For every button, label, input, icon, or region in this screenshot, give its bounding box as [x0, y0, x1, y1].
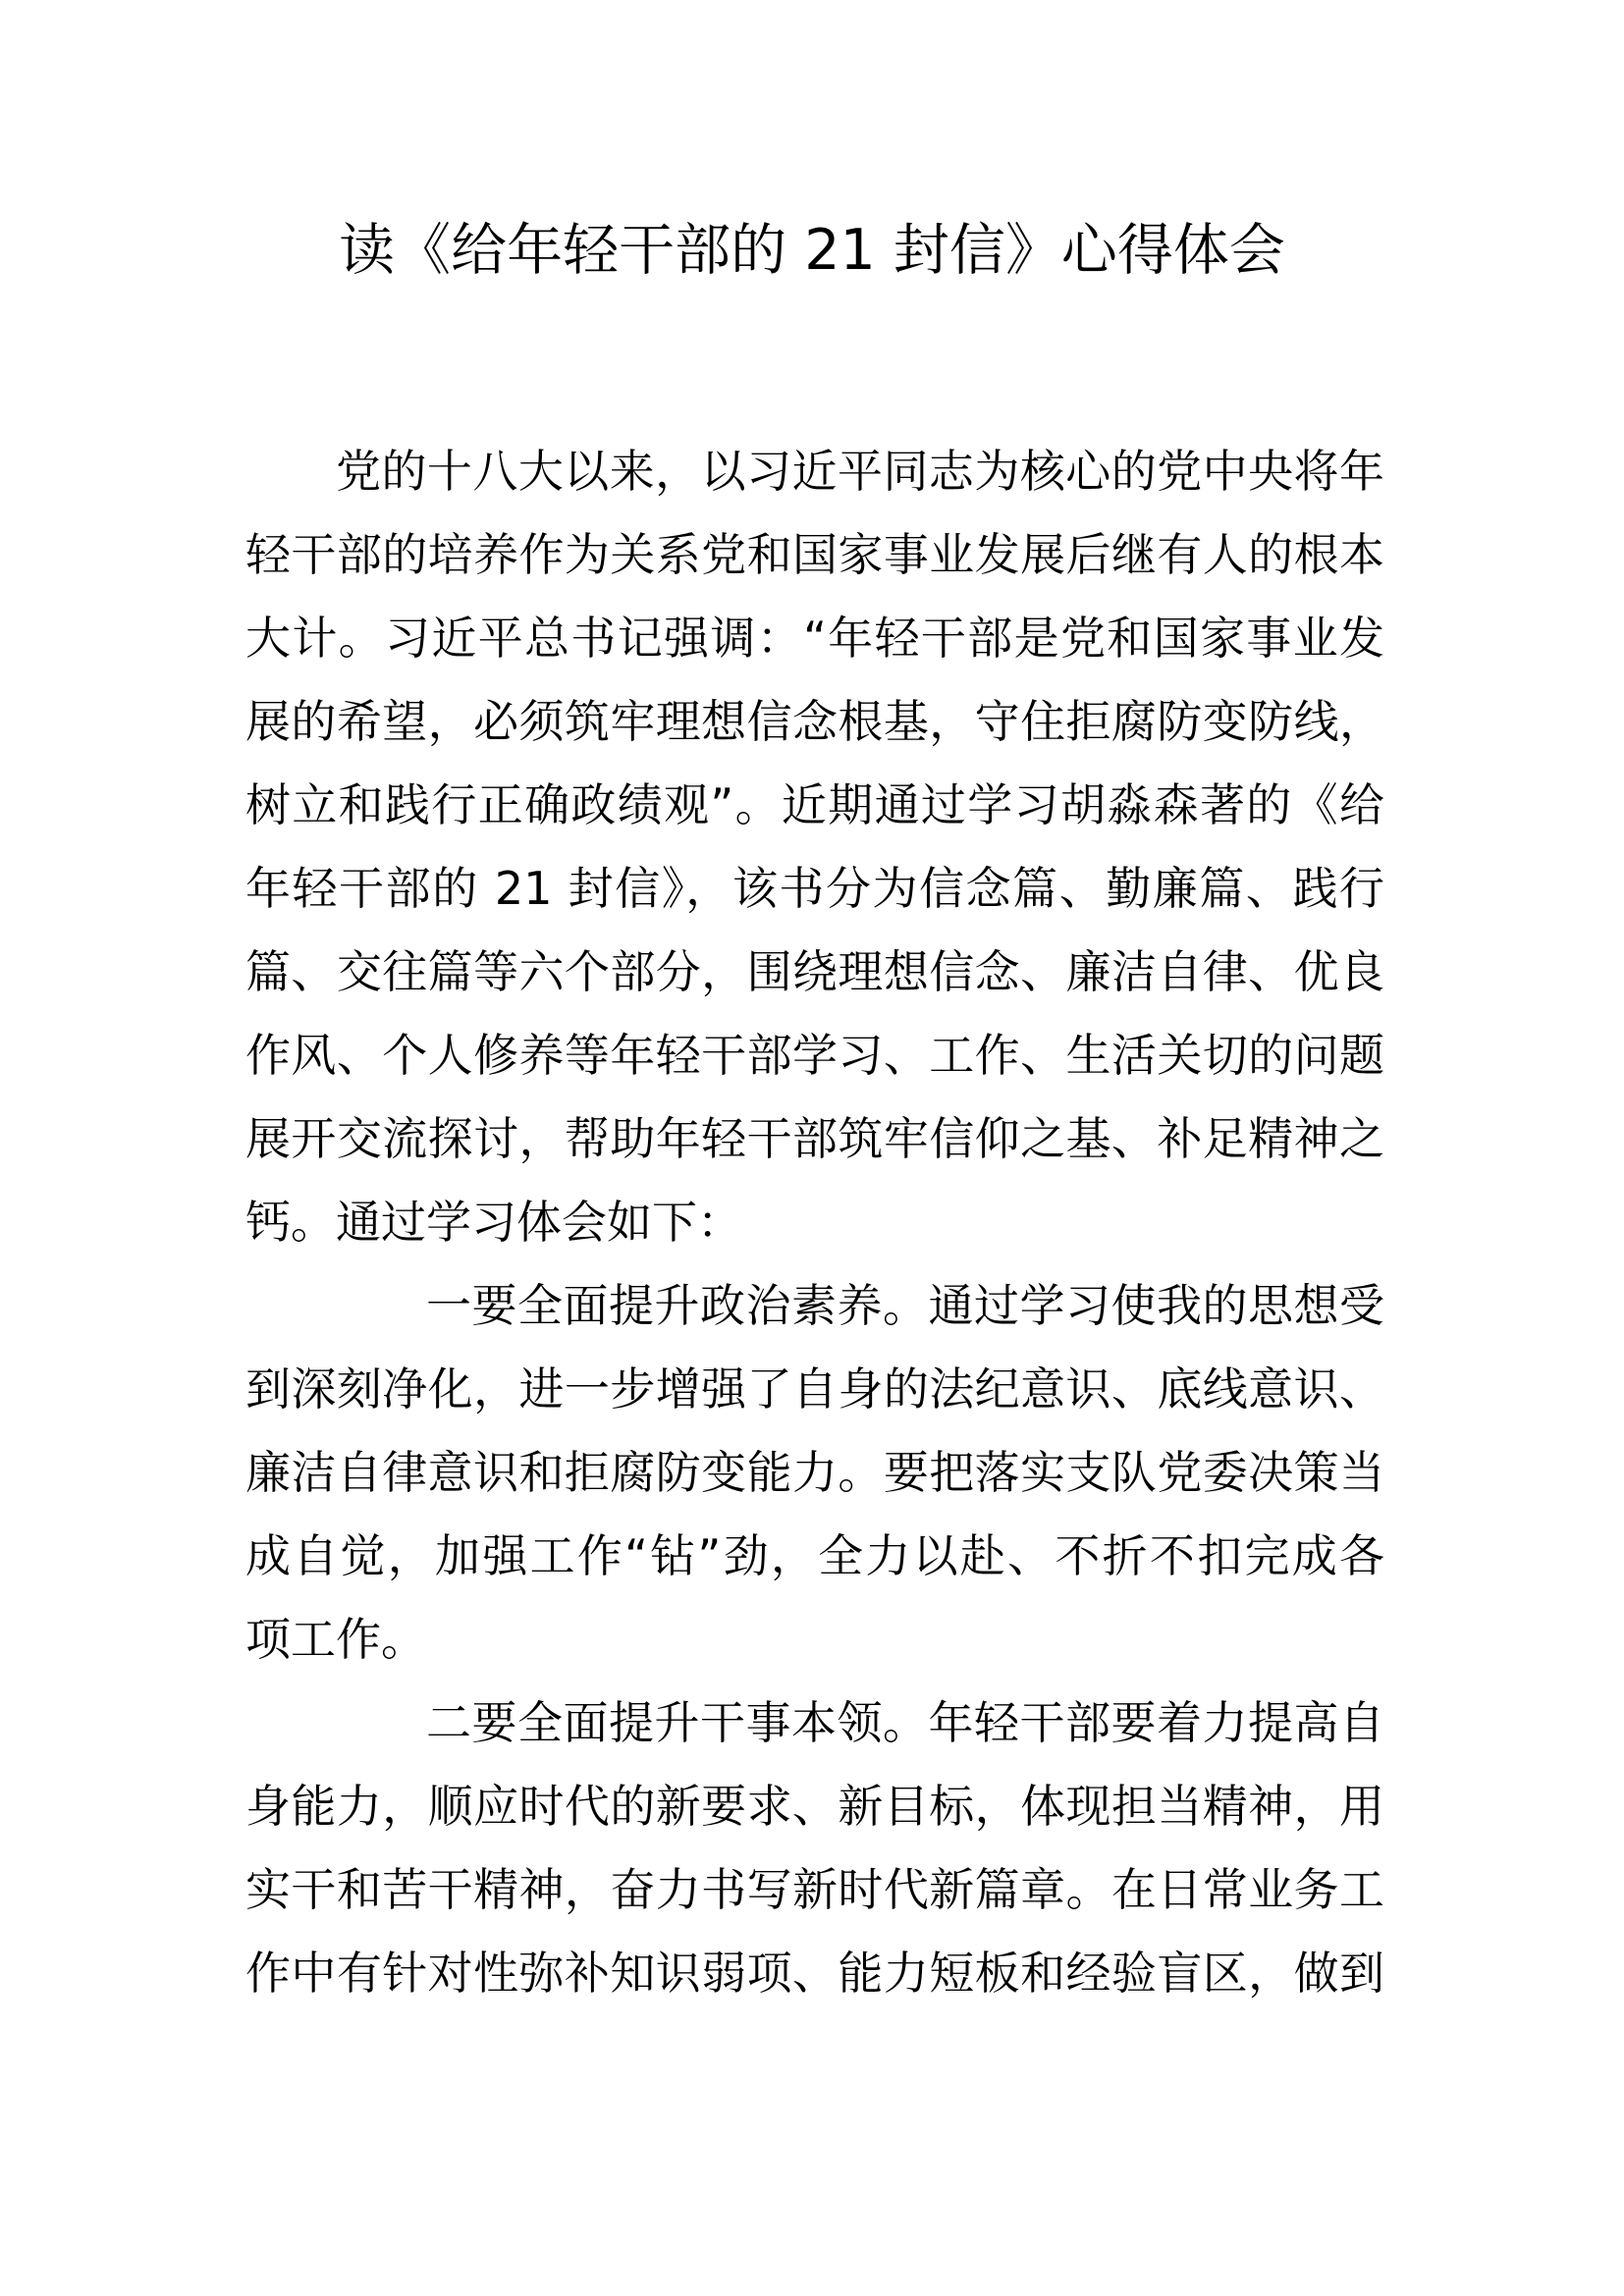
body-line: 一要全面提升政治素养。通过学习使我的思想受	[426, 1279, 1384, 1332]
body-line: 作中有针对性弥补知识弱项、能力短板和经验盲区，做到	[245, 1947, 1384, 2000]
body-line: 实干和苦干精神，奋力书写新时代新篇章。在日常业务工	[245, 1863, 1384, 1916]
body-line: 年轻干部的 21 封信》，该书分为信念篇、勤廉篇、践行	[245, 862, 1384, 915]
body-line: 项工作。	[245, 1613, 426, 1666]
body-line: 展开交流探讨，帮助年轻干部筑牢信仰之基、补足精神之	[245, 1112, 1384, 1165]
document-body	[245, 430, 1384, 2015]
body-line: 到深刻净化，进一步增强了自身的法纪意识、底线意识、	[245, 1362, 1384, 1415]
body-line: 钙。通过学习体会如下：	[245, 1196, 742, 1249]
body-line: 轻干部的培养作为关系党和国家事业发展后继有人的根本	[245, 528, 1384, 581]
body-line: 树立和践行正确政绩观”。近期通过学习胡淼森著的《给	[245, 778, 1384, 831]
body-line: 身能力，顺应时代的新要求、新目标，体现担当精神，用	[245, 1780, 1384, 1833]
body-line: 成自觉，加强工作“钻”劲，全力以赴、不折不扣完成各	[245, 1529, 1384, 1582]
body-line: 二要全面提升干事本领。年轻干部要着力提高自	[426, 1696, 1384, 1749]
body-line: 党的十八大以来，以习近平同志为核心的党中央将年	[336, 445, 1384, 498]
body-line: 作风、个人修养等年轻干部学习、工作、生活关切的问题	[245, 1029, 1384, 1082]
body-line: 展的希望，必须筑牢理想信念根基，守住拒腐防变防线，	[245, 695, 1384, 748]
document-title: 读《给年轻干部的 21 封信》心得体会	[339, 218, 1285, 283]
body-line: 大计。习近平总书记强调：“年轻干部是党和国家事业发	[245, 612, 1384, 665]
body-line: 篇、交往篇等六个部分，围绕理想信念、廉洁自律、优良	[245, 945, 1384, 998]
body-line: 廉洁自律意识和拒腐防变能力。要把落实支队党委决策当	[245, 1446, 1384, 1499]
